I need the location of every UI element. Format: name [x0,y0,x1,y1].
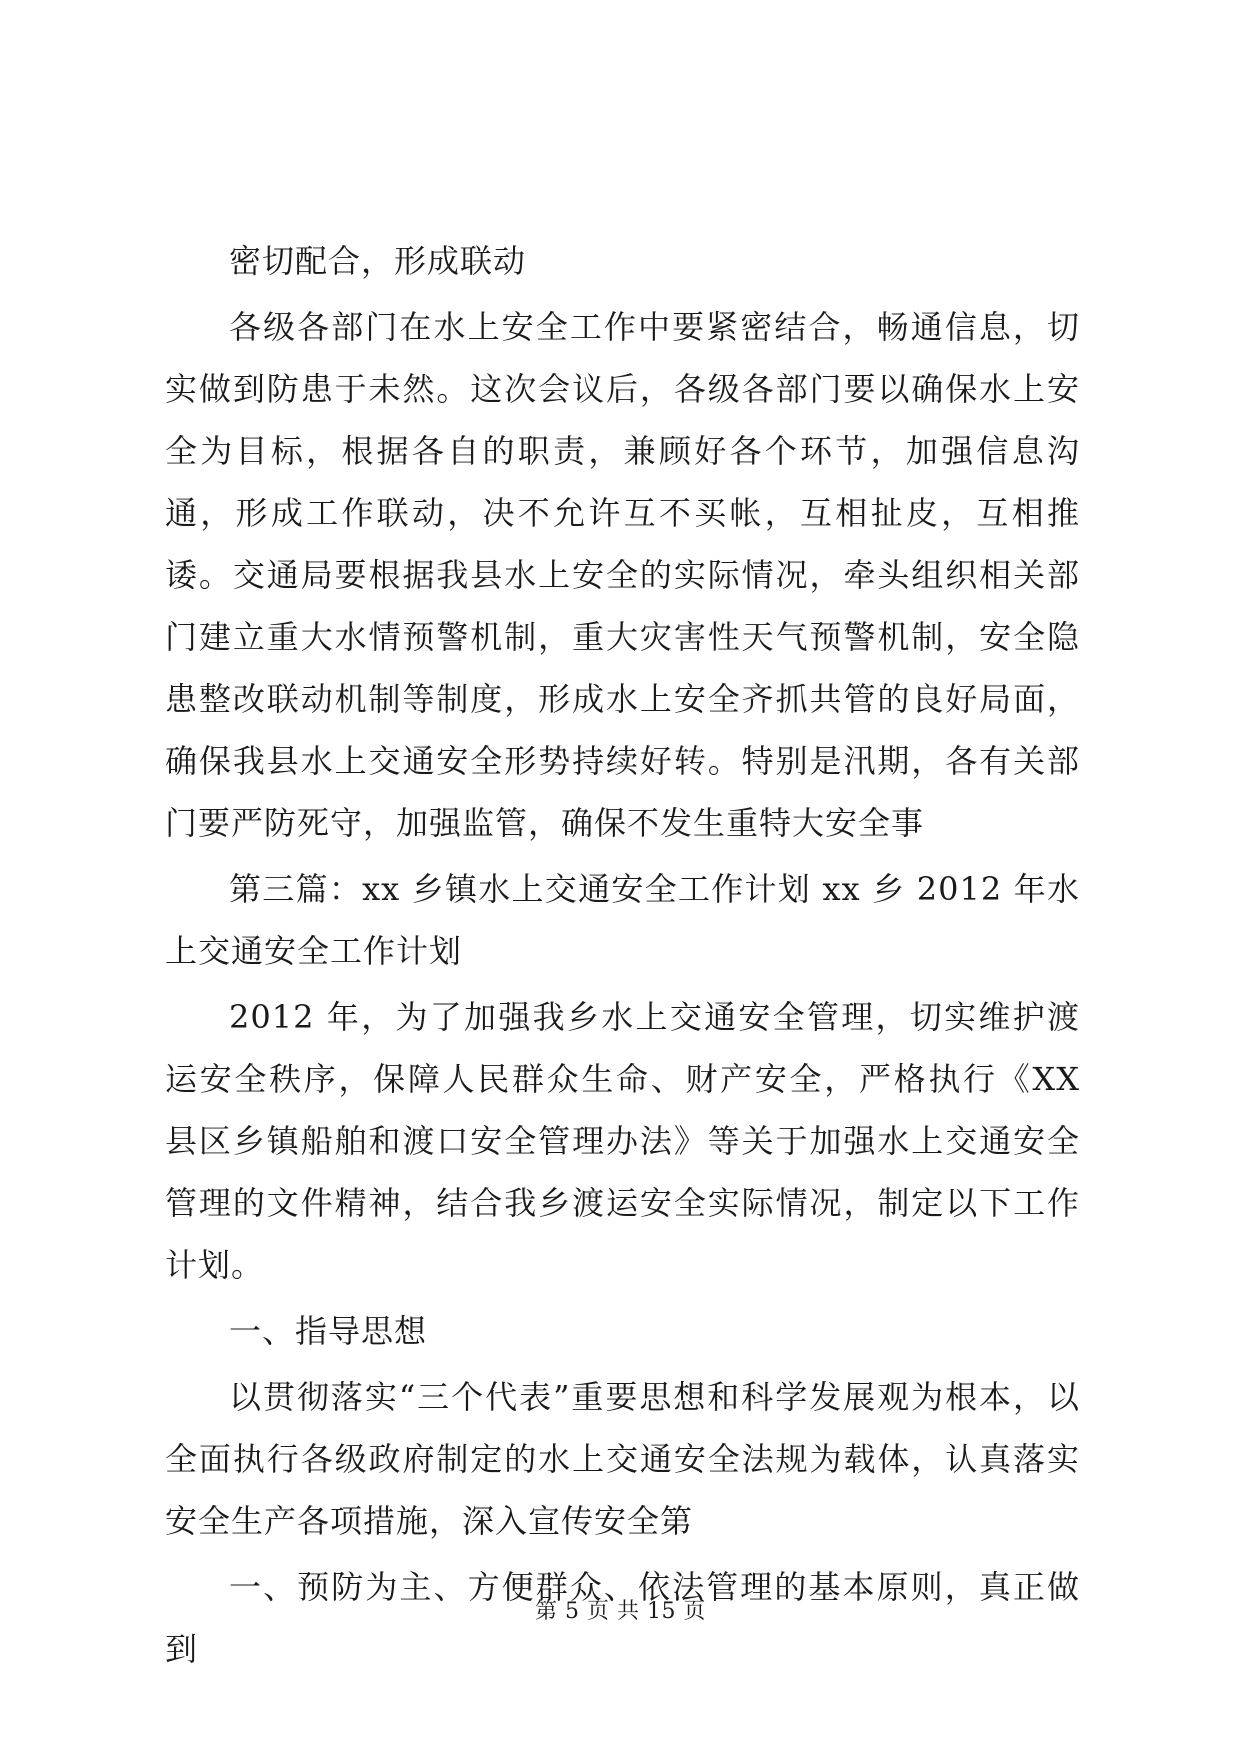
document-body [165,230,1080,1684]
paragraph-body: 2012 年，为了加强我乡水上交通安全管理，切实维护渡运安全秩序，保障人民群众生命、财产安全，严格执行《XX 县区乡镇船舶和渡口安全管理办法》等关于加强水上交通安全管理的文件精神，结合我乡渡运安全实际情况，制定以下工作计划。 [165,998,1080,1284]
paragraph-body: 一、预防为主、方便群众、依法管理的基本原则，真正做到 [165,1568,1080,1668]
paragraph-heading-linkage: 密切配合，形成联动 [229,242,527,280]
paragraph-section-title: 第三篇：xx 乡镇水上交通安全工作计划 xx 乡 2012 年水上交通安全工作计划 [165,870,1080,970]
paragraph-body: 各级各部门在水上安全工作中要紧密结合，畅通信息，切实做到防患于未然。这次会议后，各级各部门要以确保水上安全为目标，根据各自的职责，兼顾好各个环节，加强信息沟通，形成工作联动，决不允许互不买帐，互相扯皮，互相推诿。交通局要根据我县水上安全的实际情况，牵头组织相关部门建立重大水情预警机制，重大灾害性天气预警机制，安全隐患整改联动机制等制度，形成水上安全齐抓共管的良好局面，确保我县水上交通安全形势持续好转。特别是汛期，各有关部门要严防死守，加强监管，确保不发生重特大安全事 [165,308,1080,842]
paragraph-body: 以贯彻落实“三个代表”重要思想和科学发展观为根本，以全面执行各级政府制定的水上交通安全法规为载体，认真落实安全生产各项措施，深入宣传安全第 [165,1378,1080,1540]
page-footer: 第 5 页 共 15 页 [535,1599,706,1624]
paragraph-heading-guiding-ideology: 一、指导思想 [229,1312,428,1350]
